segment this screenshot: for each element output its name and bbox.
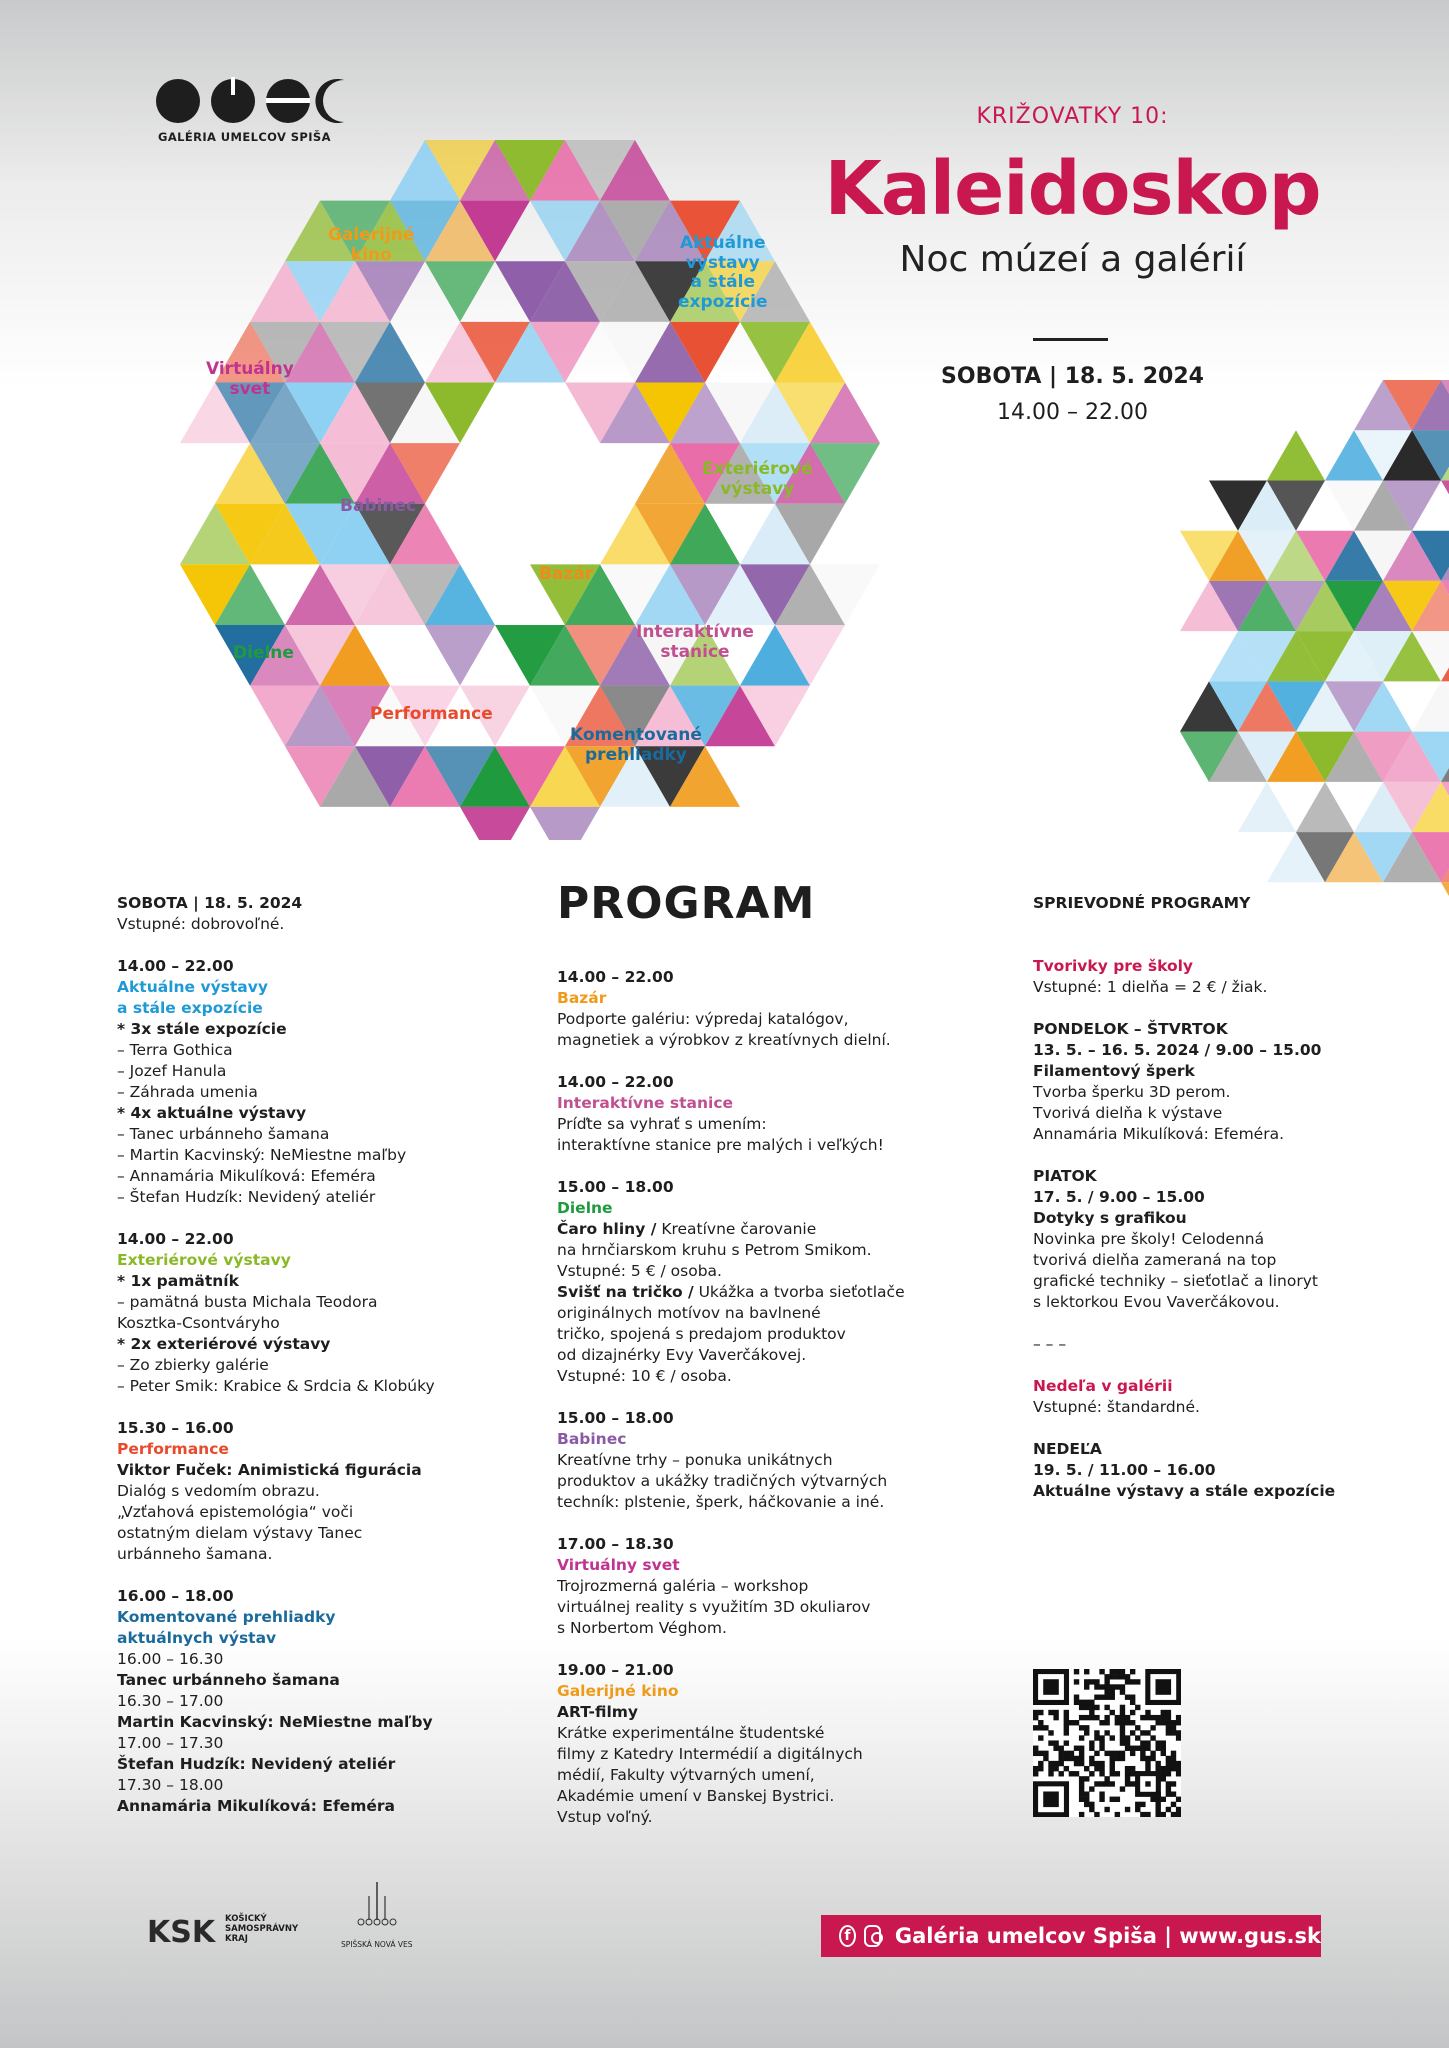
list-item: PONDELOK – ŠTVRTOK 13. 5. – 16. 5. 2024 / 9.00 – 15.00 Filamentový šperk Tvorba šperku 3D perom. Tvorivá dielňa k výstave Annamária Mikulíková: Efeméra. bbox=[1033, 1020, 1322, 1143]
hub-babinec: Babinec bbox=[340, 496, 417, 516]
hub-kino: Galerijné kino bbox=[328, 225, 415, 265]
kaleidoscope-triangle bbox=[1267, 430, 1325, 480]
hub-komentovane: Komentované prehliadky bbox=[570, 725, 702, 765]
kaleidoscope-triangle bbox=[1296, 782, 1354, 832]
col1-head: SOBOTA | 18. 5. 2024 bbox=[117, 894, 303, 912]
page-title: Kaleidoskop bbox=[824, 146, 1321, 232]
hub-bazar: Bazár bbox=[539, 564, 594, 584]
kaleidoscope-triangle bbox=[1441, 480, 1449, 530]
list-item: Nedeľa v galérii Vstupné: štandardné. bbox=[1033, 1377, 1200, 1416]
hub-performance: Performance bbox=[370, 704, 493, 724]
list-item: Tvorivky pre školy Vstupné: 1 dielňa = 2 € / žiak. bbox=[1033, 957, 1268, 996]
program-title: PROGRAM bbox=[557, 878, 816, 929]
hub-dielne: Dielne bbox=[233, 643, 294, 663]
hub-exterier: Exteriérové výstavy bbox=[702, 459, 813, 499]
list-item: 14.00 – 22.00 Bazár Podporte galériu: výpredaj katalógov, magnetiek a výrobkov z kreatívnych dielní. bbox=[557, 968, 891, 1049]
facebook-icon[interactable]: f bbox=[839, 1925, 856, 1947]
kaleidoscope-triangle bbox=[530, 807, 600, 840]
program-column-1 bbox=[117, 893, 435, 1817]
list-item: PIATOK 17. 5. / 9.00 – 15.00 Dotyky s grafikou Novinka pre školy! Celodenná tvorivá dielňa zameraná na top grafické techniky – sieťotlač a linoryt s lektorkou Evou Vaverčákovou. bbox=[1033, 1167, 1318, 1311]
list-item: 16.00 – 18.00 Komentované prehliadky aktuálnych výstav 16.00 – 16.30 Tanec urbánneho šamana 16.30 – 17.00 Martin Kacvinský: NeMiestne maľby 17.00 – 17.30 Štefan Hudzík: Nevidený ateliér 17.30 – 18.00 Annamária Mikulíková: Efeméra bbox=[117, 1587, 433, 1815]
qr-code[interactable] bbox=[1033, 1669, 1181, 1817]
kaleidoscope-triangle bbox=[425, 625, 495, 686]
footer-link[interactable]: Galéria umelcov Spiša | www.gus.sk bbox=[894, 1924, 1321, 1948]
kaleidoscope-triangle bbox=[460, 807, 530, 840]
col1-entry: Vstupné: dobrovoľné. bbox=[117, 915, 285, 933]
list-item: 15.00 – 18.00 Babinec Kreatívne trhy – ponuka unikátnych produktov a ukážky tradičných výtvarných techník: plstenie, šperk, háčkovanie a iné. bbox=[557, 1409, 888, 1511]
instagram-icon[interactable] bbox=[864, 1925, 881, 1947]
kaleidoscope-triangle bbox=[425, 261, 495, 322]
list-item: 14.00 – 22.00 Aktuálne výstavy a stále expozície * 3x stále expozície – Terra Gothica – Jozef Hanula – Záhrada umenia * 4x aktuálne výstavy – Tanec urbánneho šamana – Martin Kacvinský: NeMiestne maľby – Annamária Mikulíková: Efeméra – Štefan Hudzík: Nevidený ateliér bbox=[117, 957, 407, 1206]
program-column-3 bbox=[1033, 893, 1335, 1502]
gus-logo bbox=[154, 76, 354, 126]
event-time: 14.00 – 22.00 bbox=[997, 400, 1148, 425]
footer-bar[interactable] bbox=[821, 1915, 1321, 1957]
ksk-logo: KSK KOŠICKÝ SAMOSPRÁVNY KRAJ bbox=[147, 1914, 299, 1950]
kaleidoscope-triangle bbox=[1238, 782, 1296, 832]
list-item: NEDEĽA 19. 5. / 11.00 – 16.00 Aktuálne výstavy a stále expozície bbox=[1033, 1440, 1336, 1500]
separator: – – – bbox=[1033, 1335, 1067, 1353]
list-item: 19.00 – 21.00 Galerijné kino ART-filmy Krátke experimentálne študentské filmy z Katedry Intermédií a digitálnych médií, Fakulty výtvarných umení, Akadémie umení v Banskej Bystrici. Vstup voľný. bbox=[557, 1661, 863, 1826]
list-item: 15.00 – 18.00 Dielne Čaro hliny / Kreatívne čarovanie na hrnčiarskom kruhu s Petrom Smikom. Vstupné: 5 € / osoba. Svišť na tričko / Ukážka a tvorba sieťotlače originálnych motívov na bavlnené tričko, spojená s predajom produktov od dizajnérky Evy Vaverčákovej. Vstupné: 10 € / osoba. bbox=[557, 1178, 905, 1385]
event-date: SOBOTA | 18. 5. 2024 bbox=[941, 364, 1204, 389]
list-item: 14.00 – 22.00 Interaktívne stanice Príďte sa vyhrať s umením: interaktívne stanice pre malých i veľkých! bbox=[557, 1073, 884, 1154]
hub-interaktivne: Interaktívne stanice bbox=[636, 622, 754, 662]
list-item: 15.30 – 16.00 Performance Viktor Fuček: Animistická figurácia Dialóg s vedomím obrazu. „Vzťahová epistemológia“ voči ostatným dielam výstavy Tanec urbánneho šamana. bbox=[117, 1419, 422, 1563]
col3-head: SPRIEVODNÉ PROGRAMY bbox=[1033, 894, 1251, 912]
list-item: 14.00 – 22.00 Exteriérové výstavy * 1x pamätník – pamätná busta Michala Teodora Kosztka-Csontváryho * 2x exteriérové výstavy – Zo zbierky galérie – Peter Smik: Krabice & Srdcia & Klobúky bbox=[117, 1230, 435, 1395]
list-item: 17.00 – 18.30 Virtuálny svet Trojrozmerná galéria – workshop virtuálnej reality s využitím 3D okuliarov s Norbertom Véghom. bbox=[557, 1535, 871, 1637]
kaleidoscope-triangle bbox=[1441, 882, 1449, 920]
kicker: KRIŽOVATKY 10: bbox=[976, 104, 1169, 129]
hub-aktualne: Aktuálne výstavy a stále expozície bbox=[678, 233, 768, 312]
kaleidoscope-triangle bbox=[1412, 681, 1449, 731]
divider bbox=[1033, 338, 1108, 341]
gallery-name: GALÉRIA UMELCOV SPIŠA bbox=[158, 130, 331, 144]
program-column-2 bbox=[557, 967, 905, 1828]
svg-text:KSK: KSK bbox=[147, 1915, 216, 1950]
hub-virtualny: Virtuálny svet bbox=[206, 359, 294, 399]
subtitle: Noc múzeí a galérií bbox=[899, 239, 1246, 280]
kaleidoscope-graphic-right bbox=[1180, 380, 1449, 920]
snv-logo: SPIŠSKÁ NOVÁ VES bbox=[347, 1880, 413, 1949]
